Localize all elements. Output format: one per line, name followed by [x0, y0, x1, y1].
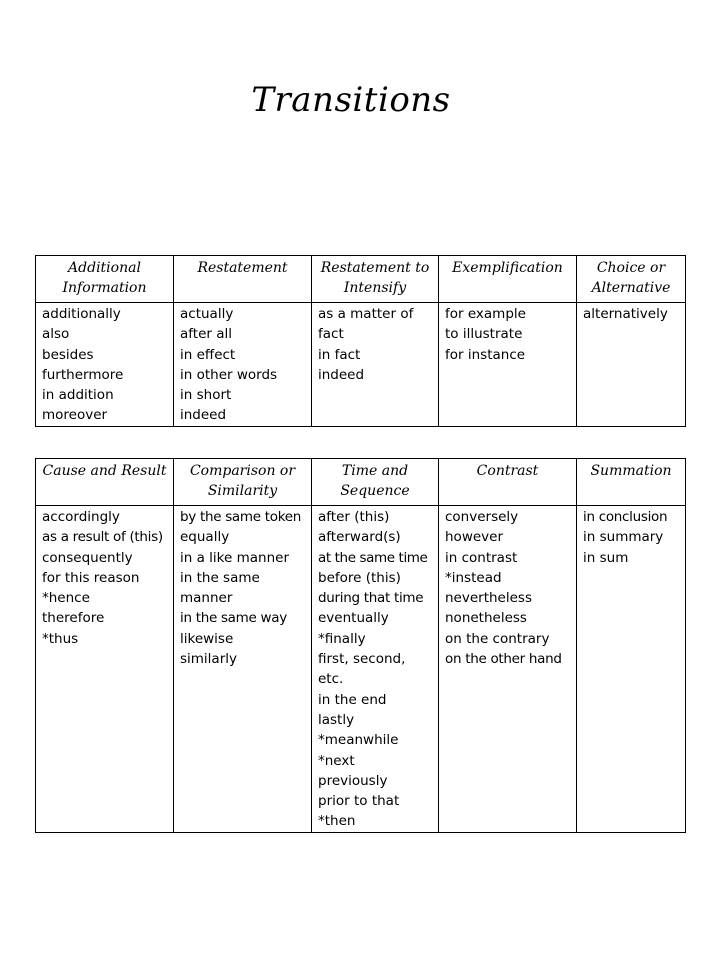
list-item: to illustrate — [445, 326, 523, 343]
list-item: on the contrary — [445, 630, 550, 647]
list-item: in the end — [318, 691, 387, 708]
transitions-table-1 — [35, 255, 686, 427]
list-item: in addition — [42, 387, 114, 404]
header-restatement: Restatement — [174, 256, 312, 303]
page-title: Transitions — [251, 80, 451, 120]
header-summation: Summation — [577, 459, 686, 506]
column-comparison-or-similarity — [174, 506, 312, 833]
list-item: on the other hand — [445, 651, 562, 668]
list-item: for this reason — [42, 569, 140, 586]
header-contrast: Contrast — [439, 459, 577, 506]
column-exemplification — [439, 303, 577, 427]
column-choice-or-alternative — [577, 303, 686, 427]
list-item: equally — [180, 529, 230, 546]
list-item: afterward(s) — [318, 529, 401, 546]
column-contrast — [439, 506, 577, 833]
column-restatement — [174, 303, 312, 427]
list-item: in contrast — [445, 549, 518, 566]
header-cause-and-result: Cause and Result — [36, 459, 174, 506]
list-item: by the same token — [180, 509, 302, 525]
list-item: therefore — [42, 610, 105, 627]
list-item: in short — [180, 387, 232, 404]
list-item: prior to that — [318, 793, 400, 810]
header-time-and-sequence: Time and Sequence — [312, 459, 439, 506]
header-exemplification: Exemplification — [439, 256, 577, 303]
list-item: eventually — [318, 610, 389, 627]
list-item: *instead — [445, 569, 502, 586]
column-summation — [577, 506, 686, 833]
content-row — [36, 506, 686, 833]
list-item: in fact — [318, 346, 361, 363]
transitions-table-2 — [35, 458, 686, 833]
column-cause-and-result — [36, 506, 174, 833]
list-item: alternatively — [583, 306, 668, 322]
header-row — [36, 459, 686, 506]
list-item: in the same manner — [180, 569, 260, 607]
list-item: lastly — [318, 711, 355, 728]
column-additional-information — [36, 303, 174, 427]
list-item: *thus — [42, 630, 79, 647]
list-item: actually — [180, 306, 234, 322]
list-item: as a matter of fact — [318, 306, 414, 343]
list-item: furthermore — [42, 366, 124, 383]
list-item: after (this) — [318, 509, 390, 525]
list-item: consequently — [42, 549, 133, 566]
list-item: besides — [42, 346, 94, 363]
list-item: first, second, etc. — [318, 651, 406, 688]
header-additional-information: Additional Information — [36, 256, 174, 303]
list-item: also — [42, 326, 70, 343]
list-item: for instance — [445, 346, 526, 363]
header-choice-or-alternative: Choice or Alternative — [577, 256, 686, 303]
list-item: at the same time — [318, 549, 428, 566]
list-item: moreover — [42, 407, 108, 424]
list-item: in effect — [180, 346, 236, 363]
list-item: additionally — [42, 306, 121, 322]
list-item: *then — [318, 813, 356, 830]
list-item: in sum — [583, 549, 629, 566]
list-item: after all — [180, 326, 233, 343]
list-item: during that time — [318, 590, 424, 607]
list-item: indeed — [180, 407, 227, 424]
list-item: in summary — [583, 529, 664, 546]
list-item: in a like manner — [180, 549, 289, 566]
list-item: for example — [445, 306, 526, 322]
header-row — [36, 256, 686, 303]
list-item: before (this) — [318, 569, 401, 586]
header-comparison-or-similarity: Comparison or Similarity — [174, 459, 312, 506]
list-item: indeed — [318, 366, 365, 383]
list-item: accordingly — [42, 509, 120, 525]
list-item: in conclusion — [583, 509, 668, 525]
list-item: *next — [318, 752, 355, 769]
list-item: conversely — [445, 509, 519, 525]
list-item: *finally — [318, 630, 366, 647]
list-item: likewise — [180, 630, 234, 647]
content-row — [36, 303, 686, 427]
list-item: *meanwhile — [318, 732, 399, 749]
list-item: as a result of (this) — [42, 529, 163, 546]
list-item: similarly — [180, 651, 237, 668]
list-item: however — [445, 529, 504, 546]
list-item: previously — [318, 772, 388, 789]
column-restatement-to-intensify — [312, 303, 439, 427]
list-item: in other words — [180, 366, 278, 383]
header-restatement-to-intensify: Restatement to Intensify — [312, 256, 439, 303]
column-time-and-sequence — [312, 506, 439, 833]
list-item: nonetheless — [445, 610, 527, 627]
list-item: *hence — [42, 590, 90, 607]
list-item: in the same way — [180, 610, 287, 627]
list-item: nevertheless — [445, 590, 532, 607]
